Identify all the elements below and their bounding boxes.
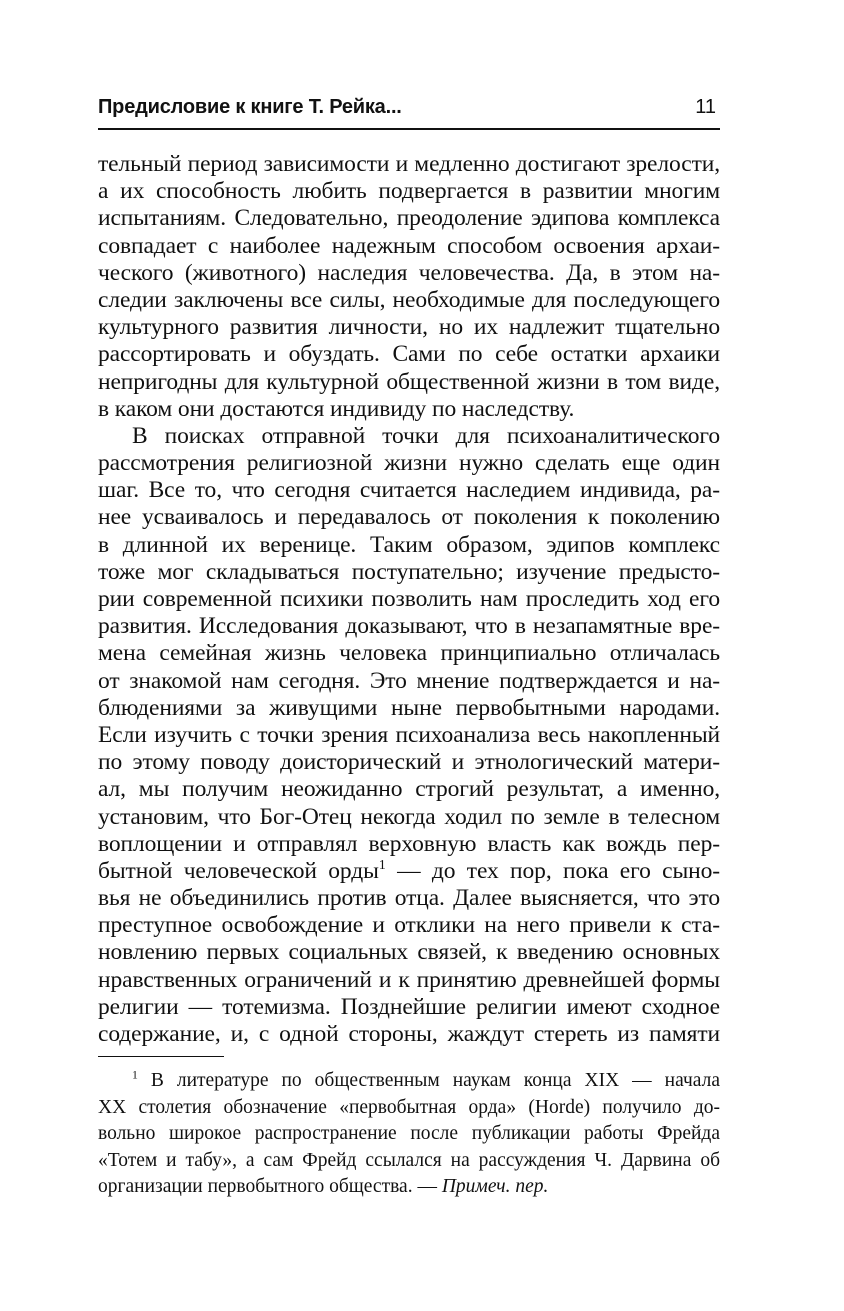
footnote-divider bbox=[98, 1056, 224, 1057]
text-line: испытаниям. Следовательно, преодоление эдипова комплекса bbox=[98, 205, 720, 232]
footnote-line: «Тотем и табу», а сам Фрейд ссылался на рассуждения Ч. Дарвина об bbox=[98, 1149, 720, 1171]
text-line: содержание, и, с одной стороны, жаждут стереть из памяти bbox=[98, 1021, 720, 1047]
text-line: ал, мы получим неожиданно строгий результат, а именно, bbox=[98, 776, 720, 803]
text-line: шаг. Все то, что сегодня считается наследием индивида, ра- bbox=[98, 477, 720, 504]
footnote-line bbox=[98, 1068, 720, 1095]
text-line: установим, что Бог-Отец некогда ходил по земле в телесном bbox=[98, 803, 720, 830]
footnote-line bbox=[98, 1174, 720, 1201]
text-line: рии современной психики позволить нам проследить ход его bbox=[98, 586, 720, 612]
footnote-reference: 1 bbox=[378, 857, 386, 874]
text-line: вья не объединились против отца. Далее выясняется, что это bbox=[98, 885, 720, 912]
text-line: воплощении и отправлял верховную власть как вождь пер- bbox=[98, 830, 720, 857]
text-line: блюдениями за живущими ныне первобытными народами. bbox=[98, 694, 720, 721]
text-line: В поисках отправной точки для психоаналитического bbox=[132, 422, 720, 449]
text-line: в длинной их веренице. Таким образом, эдипов комплекс bbox=[98, 531, 720, 558]
text-segment: бытной человеческой орды bbox=[98, 857, 379, 884]
footnote-line: XX столетия обозначение «первобытная орда» (Horde) получило до- bbox=[98, 1096, 720, 1118]
running-header bbox=[98, 96, 720, 130]
footnote-text: В литературе по общественным наукам конца XIX — начала bbox=[137, 1070, 720, 1091]
footnote-mark: 1 bbox=[132, 1068, 138, 1082]
text-line-with-footnote-ref bbox=[98, 858, 720, 885]
text-line: в каком они достаются индивиду по наследству. bbox=[98, 395, 575, 422]
paragraph-2 bbox=[98, 423, 720, 1048]
text-line: преступное освобождение и отклики на него привели к ста- bbox=[98, 912, 720, 939]
text-line: мена семейная жизнь человека принципиально отличалась bbox=[98, 640, 720, 667]
translator-note: Примеч. пер. bbox=[441, 1176, 549, 1197]
text-line: рассмотрения религиозной жизни нужно сделать еще один bbox=[98, 450, 720, 477]
paragraph-1 bbox=[98, 151, 720, 423]
page-number: 11 bbox=[695, 96, 716, 118]
running-title: Предисловие к книге Т. Рейка... bbox=[98, 96, 402, 118]
text-line: новлению первых социальных связей, к введению основных bbox=[98, 939, 720, 966]
text-line: Если изучить с точки зрения психоанализа весь накопленный bbox=[98, 721, 720, 748]
text-line: тоже мог складываться поступательно; изучение предысто- bbox=[98, 558, 720, 585]
text-line: религии — тотемизма. Позднейшие религии имеют сходное bbox=[98, 993, 720, 1020]
text-segment: — до тех пор, пока его сыно- bbox=[385, 857, 720, 884]
text-line: нее усваивалось и передавалось от поколения к поколению bbox=[98, 504, 720, 531]
text-line: а их способность любить подвергается в развитии многим bbox=[98, 178, 720, 205]
text-line: по этому поводу доисторический и этнологический матери- bbox=[98, 749, 720, 776]
text-line: развития. Исследования доказывают, что в незапамятные вре- bbox=[98, 613, 720, 640]
footnote-text: организации первобытного общества. — bbox=[98, 1176, 442, 1197]
text-line: нравственных ограничений и к принятию древнейшей формы bbox=[98, 966, 720, 993]
text-line: совпадает с наиболее надежным способом освоения архаи- bbox=[98, 232, 720, 259]
main-text bbox=[98, 151, 720, 1048]
footnote bbox=[98, 1068, 720, 1201]
text-line: рассортировать и обуздать. Сами по себе остатки архаики bbox=[98, 341, 720, 368]
text-line: от знакомой нам сегодня. Это мнение подтверждается и на- bbox=[98, 667, 720, 694]
text-line: культурного развития личности, но их надлежит тщательно bbox=[98, 314, 720, 341]
text-line: следии заключены все силы, необходимые для последующего bbox=[98, 286, 720, 313]
footnote-line: вольно широкое распространение после публикации работы Фрейда bbox=[98, 1123, 720, 1144]
text-line: тельный период зависимости и медленно достигают зрелости, bbox=[98, 151, 720, 177]
text-line: ческого (животного) наследия человечества. Да, в этом на- bbox=[98, 259, 720, 286]
text-line: непригодны для культурной общественной жизни в том виде, bbox=[98, 368, 720, 395]
